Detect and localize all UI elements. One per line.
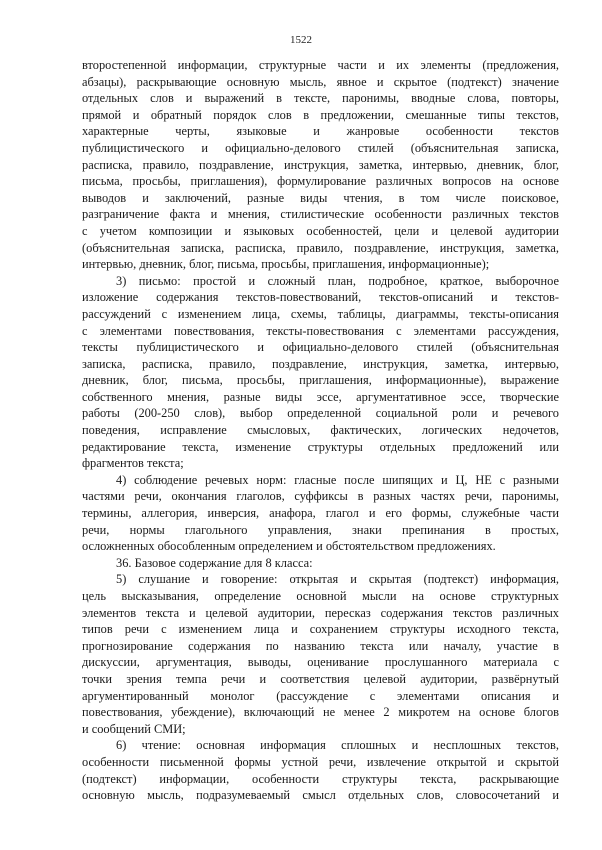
text-line: осложненных обособленным определением и обстоятельством предложениях.: [82, 539, 496, 554]
text-line: выводов и заключений, разные виды чтения, в том числе поисковое,: [82, 190, 559, 205]
text-line: прямой и обратный порядок слов в предложении, смешанные типы текстов,: [82, 107, 559, 122]
text-line: абзацы), раскрывающие основную мысль, явное и скрытое (подтекст) значение: [82, 74, 559, 89]
text-line: 36. Базовое содержание для 8 класса:: [116, 555, 313, 570]
text-line: записка, расписка, правило, поздравление, инструкция, заметка, интервью,: [82, 356, 559, 371]
text-line: 3) письмо: простой и сложный план, подробное, краткое, выборочное: [116, 273, 559, 288]
text-line: письма, просьбы, приглашения), формулирование различных вопросов на основе: [82, 174, 559, 189]
text-line: аргументированный монолог (рассуждение с элементами описания и: [82, 688, 559, 703]
text-line: прогнозирование содержания по названию текста или началу, участие в: [82, 638, 559, 653]
text-line: 5) слушание и говорение: открытая и скрытая (подтекст) информация,: [116, 572, 559, 587]
text-line: дискуссии, аргументация, выводы, оценивание прослушанного материала с: [82, 655, 559, 670]
text-line: расписка, правило, поздравление, инструкция, заметка, интервью, дневник, блог,: [82, 157, 559, 172]
text-line: второстепенной информации, структурные части и их элементы (предложения,: [82, 58, 559, 72]
body-text: [82, 57, 559, 804]
text-line: собственного мнения, разные виды эссе, аргументативное эссе, творческие: [82, 389, 559, 404]
text-line: фрагментов текста;: [82, 456, 184, 471]
text-line: с учетом композиции и языковых особенностей, цели и целевой аудитории: [82, 223, 559, 238]
text-line: основную мысль, подразумеваемый смысл отдельных слов, словосочетаний и: [82, 788, 559, 803]
text-line: характерные черты, языковые и жанровые особенности текстов: [82, 124, 559, 139]
text-line: изложение содержания текстов-повествований, текстов-описаний и текстов-: [82, 290, 559, 305]
text-line: повествования, убеждение), включающий не менее 2 микротем на основе блогов: [82, 705, 559, 720]
text-line: публицистического и официально-делового стилей (объяснительная записка,: [82, 140, 559, 155]
text-line: (объяснительная записка, расписка, правило, поздравление, инструкция, заметка,: [82, 240, 559, 255]
text-line: (подтекст) информации, особенности структуры текста, раскрывающие: [82, 771, 559, 786]
text-line: 6) чтение: основная информация сплошных и несплошных текстов,: [116, 738, 559, 753]
text-line: точки зрения темпа речи и соответствия целевой аудитории, развёрнутый: [82, 671, 559, 686]
text-line: работы (200-250 слов), выбор определенной социальной роли и речевого: [82, 406, 559, 421]
text-line: цель высказывания, определение основной мысли на основе структурных: [82, 589, 559, 603]
text-line: отдельных слов и выражений в тексте, паронимы, вводные слова, повторы,: [82, 91, 559, 106]
text-line: разграничение факта и мнения, стилистические особенности различных текстов: [82, 207, 559, 222]
text-line: дневник, блог, письма, просьбы, приглашения, информационные), выражение: [82, 373, 559, 388]
text-line: элементов текста и целевой аудитории, пересказ содержания текстов различных: [82, 605, 559, 620]
text-line: поведения, исправление смысловых, фактических, логических недочетов,: [82, 423, 559, 438]
text-line: тексты публицистического и официально-делового стилей (объяснительная: [82, 340, 559, 355]
page-number: 1522: [290, 34, 312, 46]
text-line: с элементами повествования, тексты-повествования с элементами рассуждения,: [82, 323, 559, 338]
text-line: частями речи, окончания глаголов, суффиксы в разных частях речи, паронимы,: [82, 489, 559, 504]
text-line: особенности письменной формы устной речи, извлечение открытой и скрытой: [82, 754, 559, 769]
text-line: редактирование текста, изменение структуры отдельных предложений или: [82, 439, 559, 454]
text-line: и сообщений СМИ;: [82, 721, 186, 736]
text-line: 4) соблюдение речевых норм: гласные после шипящих и Ц, НЕ с разными: [116, 472, 559, 487]
text-line: интервью, дневник, блог, письма, просьбы, приглашения, информационные);: [82, 257, 490, 272]
text-line: рассуждений с изменением лица, схемы, таблицы, диаграммы, тексты-описания: [82, 306, 559, 321]
text-line: речи, нормы глагольного управления, знаки препинания в простых,: [82, 522, 559, 537]
text-line: типов речи с изменением лица и сохранением структуры исходного текста,: [82, 622, 559, 637]
text-line: термины, аллегория, инверсия, анафора, глагол и его формы, служебные части: [82, 506, 559, 521]
